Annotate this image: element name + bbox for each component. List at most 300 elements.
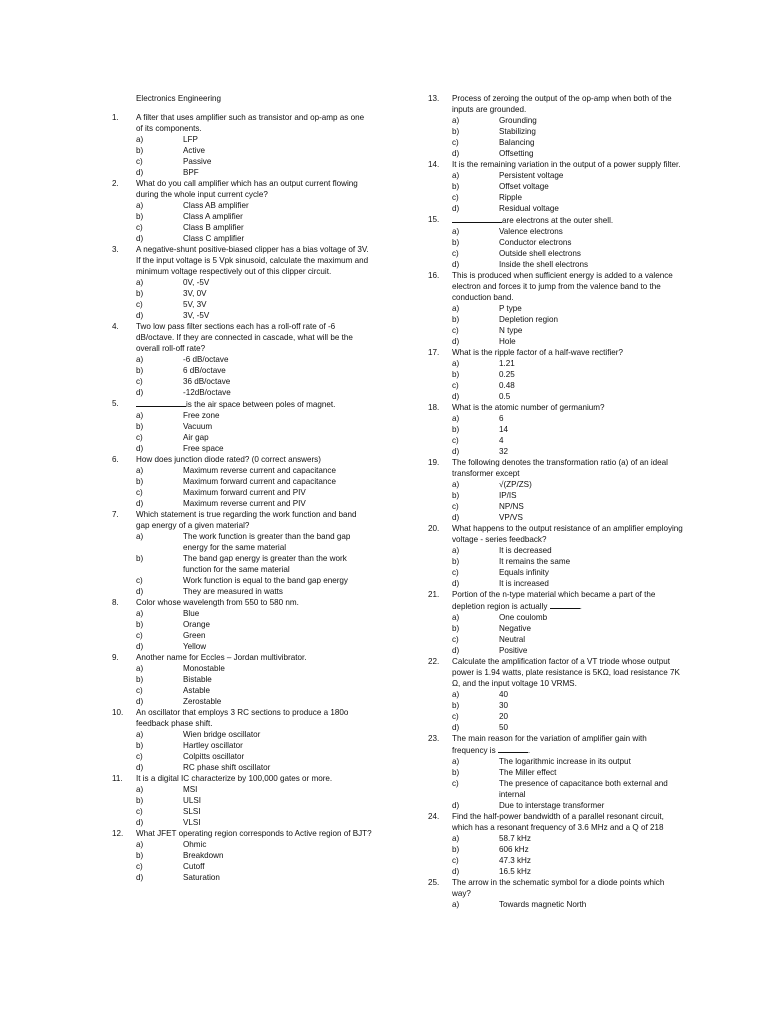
question-text-content: What happens to the output resistance of an amplifier employing voltage - series feedback? xyxy=(452,524,683,544)
option-letter: b) xyxy=(136,212,144,221)
option-letter: a) xyxy=(452,304,460,313)
question-row xyxy=(428,402,684,413)
option-letter: c) xyxy=(452,779,459,788)
question-row xyxy=(112,112,372,134)
option-letter: a) xyxy=(136,785,144,794)
question xyxy=(112,652,372,707)
answer-option xyxy=(112,156,372,167)
question-list-right xyxy=(428,93,684,910)
question-row xyxy=(112,398,372,410)
option-letter: c) xyxy=(452,712,459,721)
question xyxy=(428,214,684,270)
answer-blank xyxy=(498,744,528,753)
question-number: 1. xyxy=(112,113,119,122)
question-text-content: It is the remaining variation in the output of a power supply filter. xyxy=(452,160,681,169)
option-letter: a) xyxy=(136,466,144,475)
option-letter: b) xyxy=(452,127,460,136)
option-letter: a) xyxy=(136,664,144,673)
question-number: 25. xyxy=(428,878,440,887)
option-text: Maximum reverse current and capacitance xyxy=(183,466,336,475)
question-number: 21. xyxy=(428,590,440,599)
option-text: Persistent voltage xyxy=(499,171,564,180)
option-letter: c) xyxy=(452,138,459,147)
option-letter: c) xyxy=(452,381,459,390)
answer-option xyxy=(112,211,372,222)
answer-option xyxy=(112,872,372,883)
option-text: 6 dB/octave xyxy=(183,366,226,375)
question-text-content: It is a digital IC characterize by 100,000 gates or more. xyxy=(136,774,333,783)
question-text xyxy=(136,398,372,410)
option-letter: c) xyxy=(136,300,143,309)
question-row xyxy=(428,347,684,358)
option-text: VP/VS xyxy=(499,513,523,522)
answer-option xyxy=(428,115,684,126)
option-text: The logarithmic increase in its output xyxy=(499,757,631,766)
answer-option xyxy=(112,465,372,476)
answer-option xyxy=(112,850,372,861)
option-letter: a) xyxy=(452,227,460,236)
option-text: Conductor electrons xyxy=(499,238,572,247)
option-text: Class C amplifier xyxy=(183,234,245,243)
option-text: Cutoff xyxy=(183,862,205,871)
question-text: Portion of the n-type material which became a part of the depletion region is actually . xyxy=(452,590,656,611)
option-text: Astable xyxy=(183,686,210,695)
option-text: 1.21 xyxy=(499,359,515,368)
option-letter: b) xyxy=(452,845,460,854)
question-text-content: What is the ripple factor of a half-wave rectifier? xyxy=(452,348,623,357)
question-text xyxy=(452,656,684,689)
option-text: 32 xyxy=(499,447,509,456)
option-text: Wien bridge oscillator xyxy=(183,730,261,739)
option-letter: d) xyxy=(452,260,460,269)
answer-option xyxy=(428,578,684,589)
question-text-content: Portion of the n-type material which became a part of the depletion region is actually xyxy=(452,590,656,611)
question xyxy=(112,112,372,178)
option-text: 0V, -5V xyxy=(183,278,210,287)
answer-option xyxy=(428,358,684,369)
option-text: The presence of capacitance both external and internal xyxy=(499,779,668,799)
question-text-content: Color whose wavelength from 550 to 580 nm. xyxy=(136,598,299,607)
question-row xyxy=(112,652,372,663)
option-text: Saturation xyxy=(183,873,220,882)
question-row xyxy=(428,877,684,899)
question-text: The main reason for the variation of amplifier gain with frequency is . xyxy=(452,734,647,755)
answer-option xyxy=(428,237,684,248)
option-text: Hole xyxy=(499,337,516,346)
option-letter: c) xyxy=(452,193,459,202)
answer-option xyxy=(428,545,684,556)
option-letter: d) xyxy=(136,763,144,772)
option-text: The Miller effect xyxy=(499,768,557,777)
question-text-content: are electrons at the outer shell. xyxy=(502,216,614,225)
question xyxy=(428,347,684,402)
answer-option xyxy=(428,711,684,722)
answer-option xyxy=(428,325,684,336)
question-number: 8. xyxy=(112,598,119,607)
option-letter: d) xyxy=(136,168,144,177)
option-text: 58.7 kHz xyxy=(499,834,531,843)
answer-option xyxy=(112,233,372,244)
option-letter: c) xyxy=(452,502,459,511)
option-text: It is decreased xyxy=(499,546,552,555)
answer-option xyxy=(428,756,684,767)
question-number: 19. xyxy=(428,458,440,467)
question-text-content: What is the atomic number of germanium? xyxy=(452,403,605,412)
question-text xyxy=(452,457,684,479)
question-number: 18. xyxy=(428,403,440,412)
option-letter: b) xyxy=(452,491,460,500)
option-text: Maximum forward current and PIV xyxy=(183,488,306,497)
answer-option xyxy=(112,421,372,432)
answer-option xyxy=(112,586,372,597)
question-text xyxy=(136,828,372,839)
option-text: Grounding xyxy=(499,116,537,125)
answer-option xyxy=(428,435,684,446)
question-text xyxy=(136,597,372,608)
option-text: SLSI xyxy=(183,807,201,816)
option-letter: b) xyxy=(136,366,144,375)
question-text xyxy=(452,347,684,358)
option-letter: c) xyxy=(136,686,143,695)
question-text-content: An oscillator that employs 3 RC sections to produce a 180o feedback phase shift. xyxy=(136,708,349,728)
answer-option xyxy=(428,778,684,800)
option-letter: d) xyxy=(452,801,460,810)
option-text: Orange xyxy=(183,620,210,629)
question xyxy=(112,244,372,321)
question xyxy=(428,159,684,214)
answer-option xyxy=(112,795,372,806)
option-text: The band gap energy is greater than the work function for the same material xyxy=(183,554,347,574)
document-title: Electronics Engineering xyxy=(136,94,222,103)
option-text: Towards magnetic North xyxy=(499,900,587,909)
answer-option xyxy=(428,391,684,402)
option-letter: c) xyxy=(452,568,459,577)
question-number: 13. xyxy=(428,94,440,103)
option-text: 3V, 0V xyxy=(183,289,207,298)
option-text: Zerostable xyxy=(183,697,222,706)
question-text-content: This is produced when sufficient energy is added to a valence electron and forces it to jump from the valence band to the conduction band. xyxy=(452,271,673,302)
option-text: 16.5 kHz xyxy=(499,867,531,876)
option-text: 50 xyxy=(499,723,509,732)
question xyxy=(428,270,684,347)
option-text: Inside the shell electrons xyxy=(499,260,589,269)
option-text: NP/NS xyxy=(499,502,524,511)
left-column xyxy=(112,93,372,883)
option-letter: c) xyxy=(452,249,459,258)
answer-option xyxy=(112,410,372,421)
option-text: 30 xyxy=(499,701,509,710)
question-row xyxy=(112,321,372,354)
option-letter: d) xyxy=(452,723,460,732)
option-text: P type xyxy=(499,304,522,313)
option-text: 606 kHz xyxy=(499,845,529,854)
question-number: 7. xyxy=(112,510,119,519)
question xyxy=(112,773,372,828)
question-row xyxy=(428,523,684,545)
question-text xyxy=(136,707,372,729)
option-text: 40 xyxy=(499,690,509,699)
question-text xyxy=(136,652,372,663)
question-text-content: Calculate the amplification factor of a VT triode whose output power is 1.94 watts, plate resistance is 5KΩ, load resistance 7K Ω, and the input voltage 10 VRMS. xyxy=(452,657,680,688)
answer-option xyxy=(112,354,372,365)
question xyxy=(112,509,372,597)
option-letter: d) xyxy=(452,646,460,655)
question-text-content: Two low pass filter sections each has a roll-off rate of -6 dB/octave. If they are connected in cascade, what will be the overall roll-off rate? xyxy=(136,322,353,353)
answer-option xyxy=(428,634,684,645)
question-text xyxy=(136,509,372,531)
question xyxy=(112,597,372,652)
option-text: Green xyxy=(183,631,206,640)
option-letter: d) xyxy=(452,392,460,401)
question-row xyxy=(428,589,684,612)
option-text: Maximum forward current and capacitance xyxy=(183,477,336,486)
option-text: Negative xyxy=(499,624,531,633)
option-letter: d) xyxy=(136,818,144,827)
option-text: RC phase shift oscillator xyxy=(183,763,271,772)
option-text: 14 xyxy=(499,425,509,434)
question xyxy=(428,93,684,159)
option-letter: d) xyxy=(452,579,460,588)
question xyxy=(112,828,372,883)
answer-option xyxy=(112,674,372,685)
option-letter: c) xyxy=(136,576,143,585)
option-letter: b) xyxy=(136,741,144,750)
answer-option xyxy=(112,200,372,211)
option-letter: a) xyxy=(452,900,460,909)
option-text: 0.48 xyxy=(499,381,515,390)
option-letter: c) xyxy=(452,856,459,865)
question-text-content: A filter that uses amplifier such as transistor and op-amp as one of its components. xyxy=(136,113,365,133)
option-text: Offset voltage xyxy=(499,182,549,191)
answer-option xyxy=(428,490,684,501)
question-text xyxy=(452,159,684,170)
question-text xyxy=(136,112,372,134)
answer-option xyxy=(428,259,684,270)
answer-option xyxy=(112,839,372,850)
option-text: 0.25 xyxy=(499,370,515,379)
option-letter: a) xyxy=(136,411,144,420)
option-text: 20 xyxy=(499,712,509,721)
option-text: 36 dB/octave xyxy=(183,377,231,386)
option-letter: d) xyxy=(452,149,460,158)
answer-option xyxy=(428,137,684,148)
option-letter: d) xyxy=(136,873,144,882)
question-text xyxy=(452,811,684,833)
option-text: Residual voltage xyxy=(499,204,559,213)
question-number: 24. xyxy=(428,812,440,821)
option-letter: c) xyxy=(136,433,143,442)
answer-option xyxy=(428,844,684,855)
answer-option xyxy=(112,806,372,817)
answer-option xyxy=(428,623,684,634)
option-text: They are measured in watts xyxy=(183,587,283,596)
question xyxy=(428,523,684,589)
question-row xyxy=(428,656,684,689)
answer-option xyxy=(428,866,684,877)
question-number: 16. xyxy=(428,271,440,280)
question-row xyxy=(428,159,684,170)
option-letter: a) xyxy=(136,355,144,364)
option-letter: a) xyxy=(136,135,144,144)
answer-option xyxy=(428,203,684,214)
option-letter: c) xyxy=(136,752,143,761)
option-text: It remains the same xyxy=(499,557,571,566)
option-letter: a) xyxy=(452,116,460,125)
question-number: 11. xyxy=(112,774,123,783)
option-letter: c) xyxy=(452,326,459,335)
option-letter: a) xyxy=(452,359,460,368)
answer-option xyxy=(112,288,372,299)
option-text: It is increased xyxy=(499,579,549,588)
question-text-content: What do you call amplifier which has an output current flowing during the whole input current cycle? xyxy=(136,179,358,199)
answer-option xyxy=(428,314,684,325)
question-text xyxy=(452,523,684,545)
answer-option xyxy=(428,148,684,159)
option-letter: c) xyxy=(136,377,143,386)
question-text-content: The main reason for the variation of amplifier gain with frequency is xyxy=(452,734,647,755)
option-text: Yellow xyxy=(183,642,207,651)
option-letter: c) xyxy=(136,488,143,497)
answer-option xyxy=(112,299,372,310)
option-letter: c) xyxy=(136,157,143,166)
question-row xyxy=(428,270,684,303)
question-number: 9. xyxy=(112,653,119,662)
option-letter: b) xyxy=(136,620,144,629)
option-text: Active xyxy=(183,146,206,155)
option-text: Depletion region xyxy=(499,315,558,324)
option-letter: a) xyxy=(452,690,460,699)
question-text-content: Another name for Eccles – Jordan multivibrator. xyxy=(136,653,307,662)
question-number: 14. xyxy=(428,160,440,169)
answer-option xyxy=(428,226,684,237)
option-text: N type xyxy=(499,326,523,335)
question-row xyxy=(112,773,372,784)
answer-option xyxy=(112,729,372,740)
option-letter: b) xyxy=(136,675,144,684)
answer-option xyxy=(112,387,372,398)
option-text: Class AB amplifier xyxy=(183,201,249,210)
option-text: LFP xyxy=(183,135,198,144)
option-letter: b) xyxy=(136,851,144,860)
option-letter: d) xyxy=(136,697,144,706)
answer-option xyxy=(112,641,372,652)
option-letter: d) xyxy=(452,204,460,213)
option-text: The work function is greater than the band gap energy for the same material xyxy=(183,532,351,552)
question-number: 3. xyxy=(112,245,119,254)
option-letter: c) xyxy=(452,635,459,644)
option-letter: d) xyxy=(136,587,144,596)
answer-option xyxy=(112,376,372,387)
option-letter: c) xyxy=(136,223,143,232)
question-row xyxy=(112,828,372,839)
option-text: Equals infinity xyxy=(499,568,549,577)
option-letter: b) xyxy=(136,477,144,486)
option-text: Free zone xyxy=(183,411,220,420)
question xyxy=(428,733,684,811)
answer-option xyxy=(112,685,372,696)
question xyxy=(428,656,684,733)
answer-option xyxy=(428,380,684,391)
option-text: Breakdown xyxy=(183,851,224,860)
answer-option xyxy=(428,700,684,711)
answer-option xyxy=(428,722,684,733)
option-letter: a) xyxy=(452,613,460,622)
question-number: 17. xyxy=(428,348,440,357)
option-text: 47.3 kHz xyxy=(499,856,531,865)
answer-option xyxy=(112,608,372,619)
option-text: Due to interstage transformer xyxy=(499,801,605,810)
option-text: Maximum reverse current and PIV xyxy=(183,499,306,508)
answer-option xyxy=(428,567,684,578)
answer-option xyxy=(428,192,684,203)
option-text: ULSI xyxy=(183,796,201,805)
question-text xyxy=(136,244,372,277)
option-letter: b) xyxy=(136,554,144,563)
answer-option xyxy=(112,365,372,376)
answer-option xyxy=(112,696,372,707)
option-text: Monostable xyxy=(183,664,225,673)
question-row xyxy=(112,597,372,608)
question-row xyxy=(112,178,372,200)
answer-option xyxy=(428,689,684,700)
question-text xyxy=(136,454,372,465)
option-letter: d) xyxy=(136,642,144,651)
option-text: 5V, 3V xyxy=(183,300,207,309)
answer-option xyxy=(428,833,684,844)
option-letter: b) xyxy=(452,557,460,566)
answer-option xyxy=(428,181,684,192)
option-letter: a) xyxy=(136,609,144,618)
answer-option xyxy=(428,512,684,523)
option-letter: b) xyxy=(136,289,144,298)
option-text: -6 dB/octave xyxy=(183,355,229,364)
option-letter: a) xyxy=(452,480,460,489)
answer-option xyxy=(112,432,372,443)
question-number: 5. xyxy=(112,399,119,408)
option-letter: a) xyxy=(136,201,144,210)
option-text: Valence electrons xyxy=(499,227,563,236)
question xyxy=(112,321,372,398)
question-text xyxy=(452,93,684,115)
question xyxy=(428,589,684,656)
option-letter: a) xyxy=(452,546,460,555)
option-text: Positive xyxy=(499,646,528,655)
option-letter: d) xyxy=(452,447,460,456)
answer-option xyxy=(428,645,684,656)
option-text: Bistable xyxy=(183,675,212,684)
option-letter: d) xyxy=(452,867,460,876)
option-text: Vacuum xyxy=(183,422,213,431)
option-letter: b) xyxy=(452,182,460,191)
option-letter: a) xyxy=(452,414,460,423)
question-text xyxy=(452,877,684,899)
question-row xyxy=(112,244,372,277)
question xyxy=(428,877,684,910)
question-text-content: Process of zeroing the output of the op-amp when both of the inputs are grounded. xyxy=(452,94,672,114)
answer-blank xyxy=(452,214,502,223)
option-text: BPF xyxy=(183,168,199,177)
answer-option xyxy=(112,134,372,145)
answer-option xyxy=(112,476,372,487)
option-text: Offsetting xyxy=(499,149,534,158)
question-text xyxy=(136,321,372,354)
answer-option xyxy=(428,501,684,512)
answer-option xyxy=(112,443,372,454)
answer-option xyxy=(428,369,684,380)
question-row xyxy=(428,93,684,115)
question-text-content: What JFET operating region corresponds to Active region of BJT? xyxy=(136,829,372,838)
option-letter: c) xyxy=(136,862,143,871)
